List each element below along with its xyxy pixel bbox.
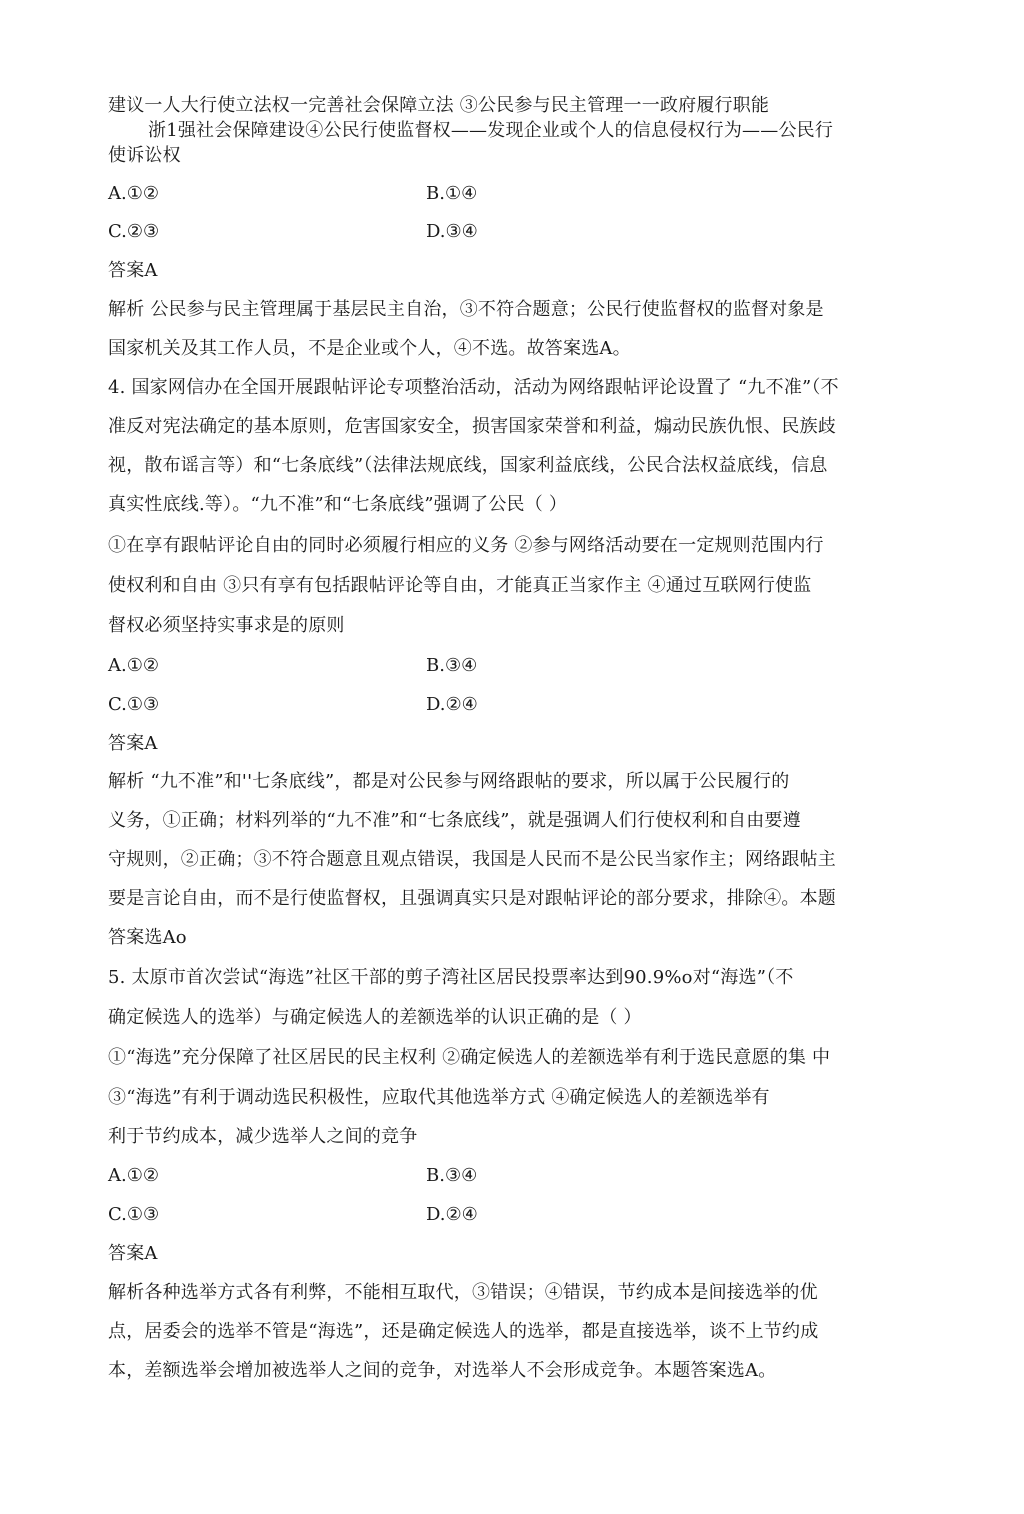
q5-statement-line-3: 利于节约成本，减少选举人之间的竞争 bbox=[108, 1126, 418, 1147]
q5-option-c: C.①③ bbox=[108, 1204, 160, 1225]
q3-stem-line-3: 使诉讼权 bbox=[108, 145, 181, 166]
q4-stem-line-1: 4. 国家网信办在全国开展跟帖评论专项整治活动，活动为网络跟帖评论设置了 “九不准”（不 bbox=[108, 377, 839, 398]
q3-option-a: A.①② bbox=[108, 183, 159, 204]
q4-statement-line-3: 督权必须坚持实事求是的原则 bbox=[108, 615, 345, 636]
q4-statement-line-1: ①在享有跟帖评论自由的同时必须履行相应的义务 ②参与网络活动要在一定规则范围内行 bbox=[108, 535, 824, 556]
q5-option-b: B.③④ bbox=[426, 1165, 478, 1186]
q3-option-b: B.①④ bbox=[426, 183, 478, 204]
q3-analysis-line-1: 解析 公民参与民主管理属于基层民主自治，③不符合题意；公民行使监督权的监督对象是 bbox=[108, 299, 824, 320]
q5-statement-line-1: ①“海选”充分保障了社区居民的民主权利 ②确定候选人的差额选举有利于选民意愿的集 中 bbox=[108, 1047, 831, 1068]
q4-option-b: B.③④ bbox=[426, 655, 478, 676]
q5-analysis-line-2: 点，居委会的选举不管是“海选”，还是确定候选人的选举，都是直接选举，谈不上节约成 bbox=[108, 1321, 819, 1342]
q3-stem-line-2: 浙1强社会保障建设④公民行使监督权——发现企业或个人的信息侵权行为——公民行 bbox=[148, 120, 834, 141]
q4-analysis-line-2: 义务，①正确；材料列举的“九不准”和“七条底线”，就是强调人们行使权利和自由要遵 bbox=[108, 810, 801, 831]
q4-option-a: A.①② bbox=[108, 655, 159, 676]
q4-option-c: C.①③ bbox=[108, 694, 160, 715]
q4-analysis-line-5: 答案选Ao bbox=[108, 927, 187, 948]
q5-stem-line-1: 5. 太原市首次尝试“海选”社区干部的剪子湾社区居民投票率达到90.9%o对“海选”（不 bbox=[108, 967, 794, 988]
q4-statement-line-2: 使权利和自由 ③只有享有包括跟帖评论等自由，才能真正当家作主 ④通过互联网行使监 bbox=[108, 575, 812, 596]
q3-analysis-line-2: 国家机关及其工作人员，不是企业或个人，④不选。故答案选A。 bbox=[108, 338, 631, 359]
q4-option-d: D.②④ bbox=[426, 694, 478, 715]
q4-analysis-line-3: 守规则，②正确；③不符合题意且观点错误，我国是人民而不是公民当家作主；网络跟帖主 bbox=[108, 849, 836, 870]
q3-answer: 答案A bbox=[108, 260, 158, 281]
q5-analysis-line-3: 本，差额选举会增加被选举人之间的竞争，对选举人不会形成竞争。本题答案选A。 bbox=[108, 1360, 777, 1381]
q3-option-c: C.②③ bbox=[108, 221, 160, 242]
q5-answer: 答案A bbox=[108, 1243, 158, 1264]
q4-stem-line-2: 准反对宪法确定的基本原则，危害国家安全，损害国家荣誉和利益，煽动民族仇恨、民族歧 bbox=[108, 416, 836, 437]
q4-analysis-line-4: 要是言论自由，而不是行使监督权，且强调真实只是对跟帖评论的部分要求，排除④。本题 bbox=[108, 888, 836, 909]
q5-statement-line-2: ③“海选”有利于调动选民积极性，应取代其他选举方式 ④确定候选人的差额选举有 bbox=[108, 1087, 770, 1108]
q5-stem-line-2: 确定候选人的选举）与确定候选人的差额选举的认识正确的是（ ） bbox=[108, 1007, 642, 1028]
q5-analysis-line-1: 解析各种选举方式各有利弊，不能相互取代，③错误；④错误，节约成本是间接选举的优 bbox=[108, 1282, 818, 1303]
q3-option-d: D.③④ bbox=[426, 221, 478, 242]
q4-answer: 答案A bbox=[108, 733, 158, 754]
q4-stem-line-4: 真实性底线.等）。“九不准”和“七条底线”强调了公民（ ） bbox=[108, 494, 568, 515]
q4-analysis-line-1: 解析 “九不准”和''七条底线”，都是对公民参与网络跟帖的要求，所以属于公民履行的 bbox=[108, 771, 790, 792]
q5-option-d: D.②④ bbox=[426, 1204, 478, 1225]
q4-stem-line-3: 视，散布谣言等）和“七条底线”（法律法规底线，国家利益底线，公民合法权益底线，信息 bbox=[108, 455, 828, 476]
q3-stem-line-1: 建议一人大行使立法权一完善社会保障立法 ③公民参与民主管理一一政府履行职能 bbox=[108, 95, 770, 116]
q5-option-a: A.①② bbox=[108, 1165, 159, 1186]
